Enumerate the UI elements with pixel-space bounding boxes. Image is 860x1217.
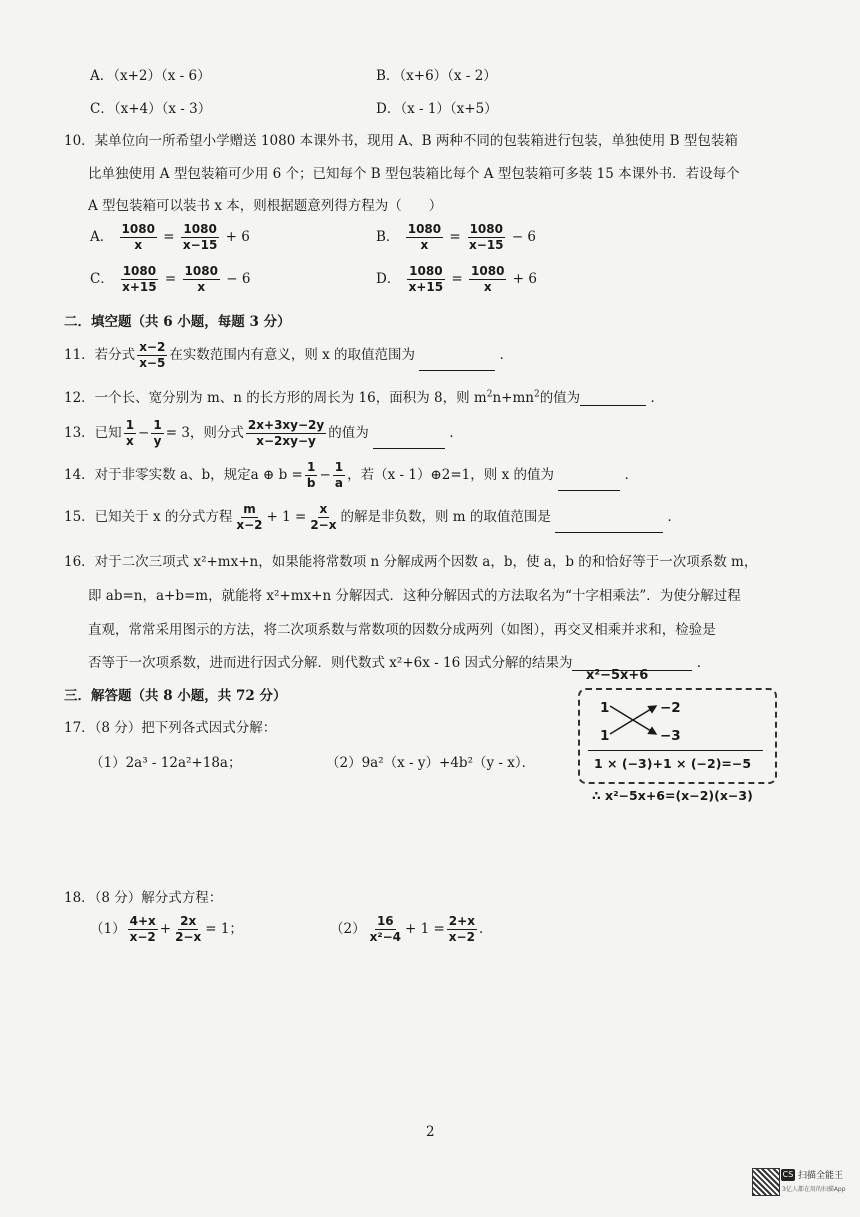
diagram-check: 1 × (−3)+1 × (−2)=−5 [594,756,752,771]
left-bottom-factor: 1 [600,728,610,744]
q10-line3: A 型包装箱可以装书 x 本，则根据题意列得方程为（ ） [88,198,443,214]
q9-option-c: C．（x+4）（x - 3） [90,101,212,117]
fraction: $\frac{2x+3xy-2y}{x-2xy-y}$ [247,418,325,448]
fraction: $\frac{1080}{x}$ [184,264,218,294]
q9-option-a: A．（x+2）（x - 6） [90,68,211,84]
fraction: $\frac{1080}{x}$ [407,222,442,252]
fraction: $\frac{x-2}{x-5}$ [139,340,166,370]
fraction: $\frac{2+x}{x-2}$ [448,914,475,944]
fraction: $\frac{1}{b}$ [306,460,316,490]
q9-option-d: D．（x - 1）（x+5） [376,101,498,117]
answer-blank[interactable] [373,448,445,449]
q10-option-a: A． $\frac{1080}{x}$ = $\frac{1080}{x-15}$ + 6 [90,222,250,252]
scanner-logo: CS [782,1170,794,1179]
answer-blank[interactable] [580,405,646,406]
question-13: 13．已知 $\frac{1}{x}$ − $\frac{1}{y}$ = 3，则分式 $\frac{2x+3xy-2y}{x-2xy-y}$ 的值为 ． [64,418,463,448]
q10-line1: 10．某单位向一所希望小学赠送 1080 本课外书，现用 A、B 两种不同的包装箱进行包装，单独使用 B 型包装箱 [64,133,738,149]
question-11: 11．若分式 $\frac{x-2}{x-5}$ 在实数范围内有意义，则 x 的取值范围为 ． [64,340,514,370]
fraction: $\frac{1080}{x-15}$ [182,222,218,252]
answer-blank[interactable] [419,370,495,371]
question-12: 12．一个长、宽分别为 m、n 的长方形的周长为 16，面积为 8，则 $m^2n+mn^2$的值为 ． [64,389,664,406]
diagram-result: ∴ x²−5x+6=(x−2)(x−3) [592,788,753,803]
scanner-name: 扫描全能王 [798,1171,844,1181]
fraction: $\frac{1}{y}$ [153,418,162,448]
fraction: $\frac{1}{x}$ [125,418,135,448]
section-heading-fill-in: 二．填空题（共 6 小题，每题 3 分） [64,314,291,330]
left-top-factor: 1 [600,700,610,716]
fraction: $\frac{4+x}{x-2}$ [129,914,156,944]
q10-option-b: B． $\frac{1080}{x}$ = $\frac{1080}{x-15}$ − 6 [376,222,537,252]
fraction: $\frac{1080}{x+15}$ [122,264,157,294]
q17-title: 17．（8 分）把下列各式因式分解： [64,720,277,736]
section-heading-solve: 三．解答题（共 8 小题，共 72 分） [64,688,287,704]
answer-blank[interactable] [558,490,620,491]
fraction: $\frac{16}{\text{x²−4}}$ [369,914,401,944]
fraction: $\frac{1}{a}$ [334,460,344,490]
q16-line2: 即 ab=n，a+b=m，就能将 x²+mx+n 分解因式．这种分解因式的方法取名为“十字相乘法”．为使分解过程 [88,588,741,604]
q16-line3: 直观，常常采用图示的方法，将二次项系数与常数项的因数分成两列（如图），再交叉相乘并求和，检验是 [88,622,716,638]
scanner-tagline: 3亿人都在用的扫描App [782,1186,846,1193]
q18-title: 18．（8 分）解分式方程： [64,890,223,906]
fraction: $\frac{2x}{2-x}$ [175,914,202,944]
answer-blank[interactable] [555,532,663,533]
diagram-divider [588,750,763,751]
cross-multiplication-diagram [578,688,777,784]
question-15: 15．已知关于 x 的分式方程 $\frac{m}{x-2}$ + 1 = $\frac{x}{2-x}$ 的解是非负数，则 m 的取值范围是 ． [64,502,681,532]
fraction: $\frac{1080}{x-15}$ [469,222,504,252]
fraction: $\frac{m}{x-2}$ [236,502,263,532]
question-14: 14．对于非零实数 a、b，规定a ⊕ b = $\frac{1}{b}$ − $\frac{1}{a}$ ，若（x - 1）⊕2=1，则 x 的值为 ． [64,460,639,490]
right-top-factor: −2 [660,700,681,716]
q16-line1: 16．对于二次三项式 x²+mx+n，如果能将常数项 n 分解成两个因数 a，b，使 a，b 的和恰好等于一次项系数 m， [64,554,758,570]
q9-option-b: B．（x+6）（x - 2） [376,68,497,84]
diagram-title: x²−5x+6 [586,668,649,683]
right-bottom-factor: −3 [660,728,681,744]
q18-part1: （1） $\frac{4+x}{x-2}$ + $\frac{2x}{2-x}$ = 1； [90,914,243,944]
page-number: 2 [426,1124,435,1140]
q17-part1: （1）2a³ - 12a²+18a； [90,755,242,771]
fraction: $\frac{1080}{x}$ [121,222,155,252]
q10-option-c: C． $\frac{1080}{x+15}$ = $\frac{1080}{x}$ − 6 [90,264,251,294]
q17-part2: （2）9a²（x - y）+4b²（y - x）． [326,755,536,771]
q16-line4: 否等于一次项系数，进而进行因式分解．则代数式 x²+6x - 16 因式分解的结果为 ． [88,655,711,671]
cross-arrows [608,702,660,742]
q10-option-d: D． $\frac{1080}{x+15}$ = $\frac{1080}{x}$ + 6 [376,264,537,294]
fraction: $\frac{1080}{x+15}$ [408,264,444,294]
qr-code-icon [752,1168,780,1196]
q18-part2: （2） $\frac{16}{\text{x²−4}}$ + 1 = $\frac{2+x}{x-2}$ ． [330,914,493,944]
fraction: $\frac{x}{2-x}$ [310,502,337,532]
q10-line2: 比单独使用 A 型包装箱可少用 6 个；已知每个 B 型包装箱比每个 A 型包装箱可多装 15 本课外书．若设每个 [88,166,740,182]
fraction: $\frac{1080}{x}$ [471,264,505,294]
